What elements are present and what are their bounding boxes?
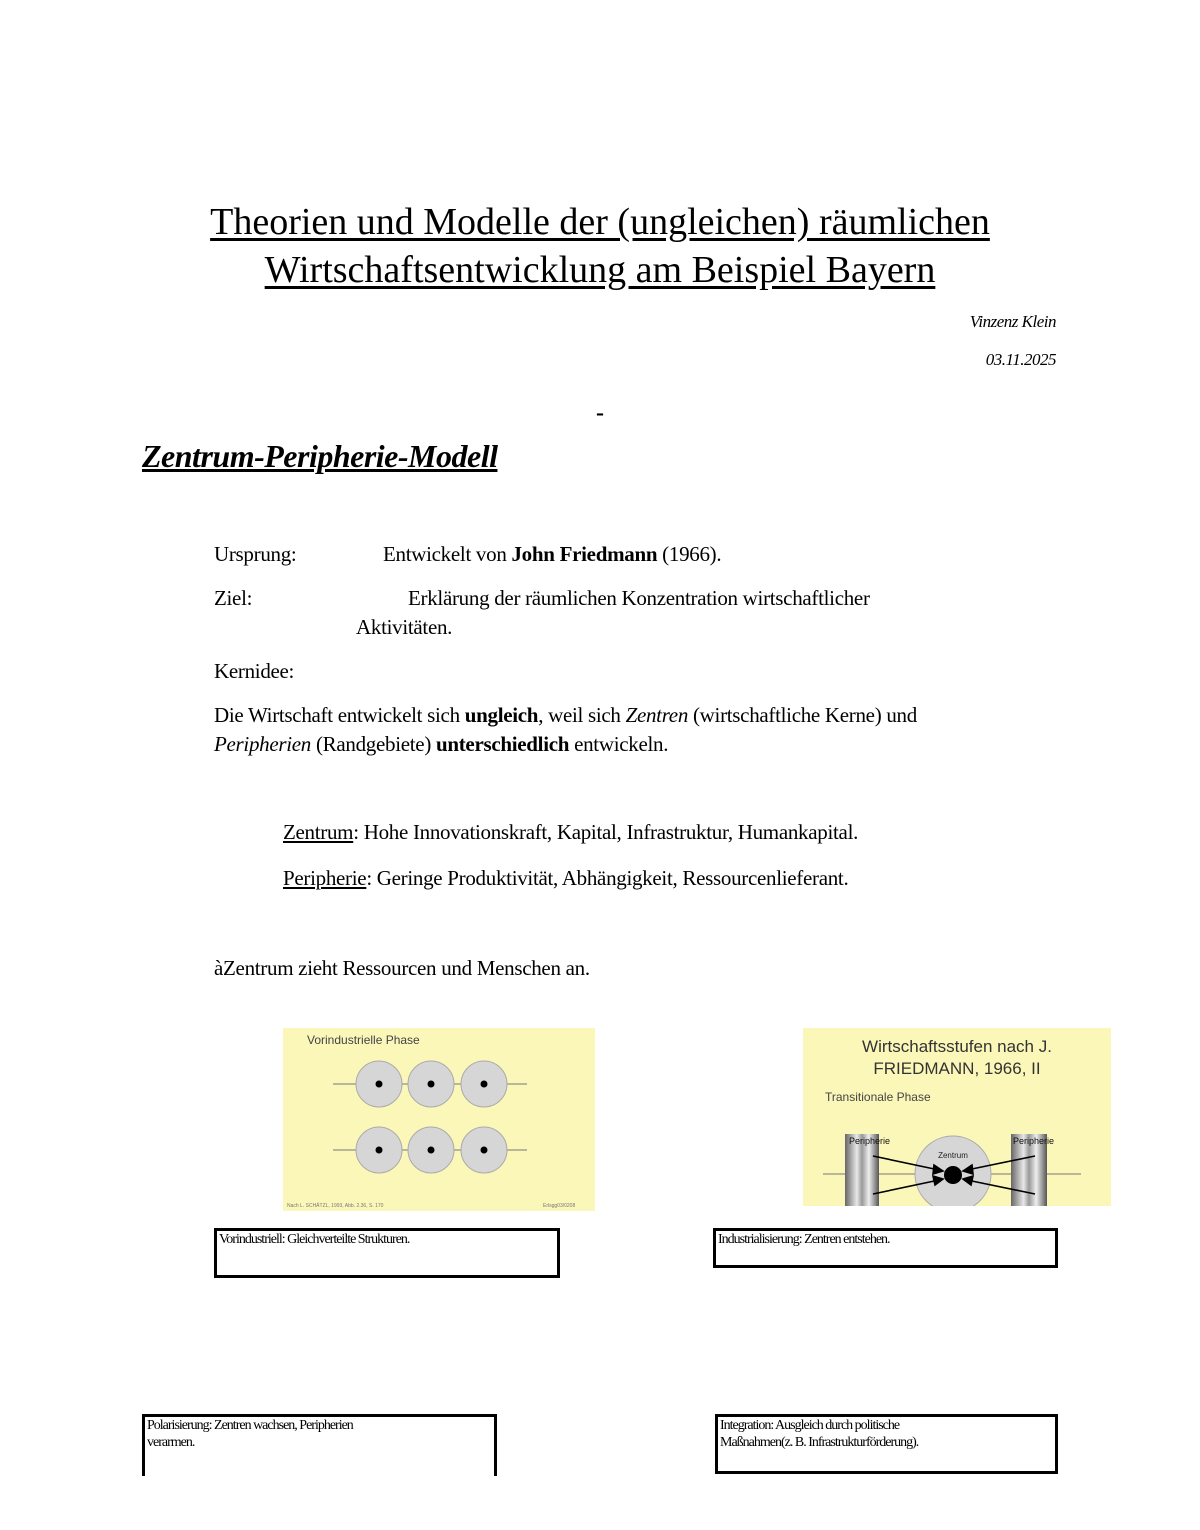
kern-text-7: (Randgebiete) (311, 732, 436, 756)
fig1-dot (376, 1147, 383, 1154)
ziel-line-1: Erklärung der räumlichen Konzentration wirtschaftlicher (408, 586, 870, 610)
figure-vorindustrielle-phase (283, 1028, 595, 1211)
peripherie-text: : Geringe Produktivität, Abhängigkeit, Ressourcenlieferant. (366, 866, 849, 890)
fig2-title-line-1: Wirtschaftsstufen nach J. (862, 1037, 1052, 1056)
author: Vinzenz Klein (969, 312, 1056, 331)
figure-2-graphic (803, 1028, 1111, 1206)
fig1-code: Erlsgg03/0208 (543, 1203, 576, 1209)
fig1-dot (376, 1081, 383, 1088)
kern-text-5: (wirtschaftliche Kerne) und (688, 703, 917, 727)
peripherie-line (283, 864, 848, 893)
fig1-dot (428, 1147, 435, 1154)
peripherie-label: Peripherie (283, 866, 367, 890)
arrow-line: àZentrum zieht Ressourcen und Menschen an. (214, 956, 590, 980)
document-title-line-1: Theorien und Modelle der (ungleichen) räumlichen (210, 201, 990, 243)
kern-text-1: Die Wirtschaft entwickelt sich (214, 703, 465, 727)
fig1-title: Vorindustrielle Phase (307, 1033, 420, 1047)
date: 03.11.2025 (985, 350, 1056, 369)
section-heading: Zentrum-Peripherie-Modell (142, 438, 498, 474)
ursprung-name: John Friedmann (511, 542, 658, 566)
ursprung-pre: Entwickelt von (383, 542, 512, 566)
fig2-peripherie-left-label: Peripherie (849, 1136, 891, 1146)
fig1-source: Nach L. SCHÄTZL, 1993, Abb. 2.36, S. 170 (287, 1203, 384, 1209)
ursprung-text (383, 540, 721, 569)
fig1-dot (428, 1081, 435, 1088)
kern-zentren: Zentren (625, 703, 689, 727)
kernidee-paragraph (214, 701, 1074, 759)
ursprung-label: Ursprung: (214, 542, 297, 566)
kern-unterschiedlich: unterschiedlich (435, 732, 570, 756)
figure-1-graphic (283, 1028, 595, 1211)
kern-peripherien: Peripherien (214, 732, 312, 756)
caption-industrialisierung-text: Industrialisierung: Zentren entstehen. (718, 1232, 890, 1247)
caption-integration-line-2: Maßnahmen(z. B. Infrastrukturförderung). (720, 1435, 919, 1450)
fig2-zentrum-label: Zentrum (938, 1151, 968, 1160)
zentrum-label: Zentrum (283, 820, 354, 844)
kernidee-label: Kernidee: (214, 659, 295, 683)
caption-polarisierung-line-2: verarmen. (147, 1435, 195, 1450)
caption-polarisierung (142, 1414, 497, 1476)
fig2-peripherie-right-label: Peripherie (1013, 1136, 1055, 1146)
document-title-line-2: Wirtschaftsentwicklung am Beispiel Bayern (264, 249, 936, 291)
ursprung-post: (1966). (657, 542, 722, 566)
caption-vorindustriell (214, 1228, 560, 1278)
ziel-line-2: Aktivitäten. (356, 615, 453, 639)
kern-text-3: , weil sich (538, 703, 626, 727)
fig2-subtitle: Transitionale Phase (825, 1090, 931, 1104)
fig1-dot (481, 1147, 488, 1154)
caption-integration (715, 1414, 1058, 1474)
fig2-zentrum-dot (944, 1166, 962, 1184)
kern-ungleich: ungleich (464, 703, 539, 727)
figure-transitionale-phase (803, 1028, 1111, 1206)
caption-vorindustriell-text: Vorindustriell: Gleichverteilte Strukturen. (219, 1232, 410, 1247)
separator: - (596, 400, 604, 426)
kern-text-9: entwickeln. (569, 732, 669, 756)
zentrum-text: : Hohe Innovationskraft, Kapital, Infrastruktur, Humankapital. (353, 820, 859, 844)
fig1-circles (356, 1061, 507, 1173)
fig2-title-line-2: FRIEDMANN, 1966, II (873, 1059, 1041, 1078)
caption-integration-line-1: Integration: Ausgleich durch politische (720, 1418, 900, 1433)
zentrum-line (283, 818, 858, 847)
caption-industrialisierung (713, 1228, 1058, 1268)
caption-polarisierung-line-1: Polarisierung: Zentren wachsen, Peripherien (147, 1418, 353, 1433)
fig1-dot (481, 1081, 488, 1088)
ziel-label: Ziel: (214, 586, 253, 610)
